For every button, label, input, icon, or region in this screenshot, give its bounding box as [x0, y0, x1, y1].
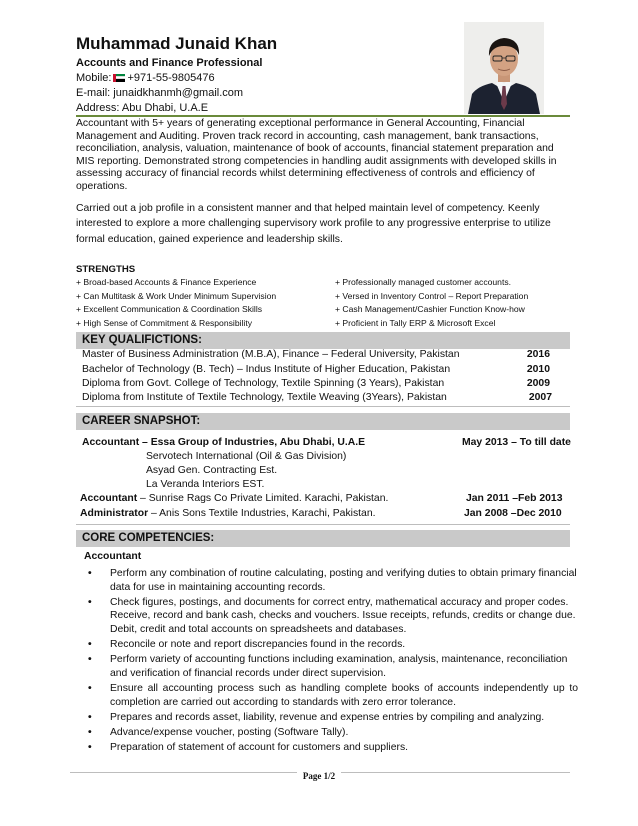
bullet: •	[88, 639, 92, 651]
objective-paragraph: Carried out a job profile in a consistent manner and that helped maintain level of competency. Keenly interested to explore a more challenging supervisory work profile to any progressive enterprise to utilize formal education, gained experience and leadership skills.	[76, 203, 551, 245]
career-heading: CAREER SNAPSHOT:	[76, 413, 570, 430]
uae-flag-icon	[113, 74, 125, 82]
mobile-line	[76, 71, 215, 85]
mobile-number: +971-55-9805476	[127, 72, 215, 84]
qualifications-heading: KEY QUALIFICTIONS:	[76, 332, 570, 349]
list-item	[84, 682, 578, 709]
job-date: May 2013 – To till date	[462, 437, 571, 448]
qualification-item: Master of Business Administration (M.B.A), Finance – Federal University, Pakistan	[82, 349, 460, 360]
list-item	[84, 638, 578, 652]
email-line: E-mail: junaidkhanmh@gmail.com	[76, 87, 244, 99]
job-entry	[80, 507, 376, 521]
duty-text: Check figures, postings, and documents for correct entry, mathematical accuracy and proper codes. Receive, record and bank cash, checks and vouchers. Issue receipts, refunds, credits or change due. Debit, credit and total accounts on spreadsheets and databases.	[110, 596, 576, 635]
job-company: – Sunrise Rags Co Private Limited. Karachi, Pakistan.	[137, 493, 389, 504]
bullet: •	[88, 654, 92, 666]
competency-role: Accountant	[84, 551, 142, 562]
job-division: La Veranda Interiors EST.	[146, 479, 265, 490]
duty-text: Perform any combination of routine calculating, posting and verifying duties to obtain primary financial data for use in maintaining accounting records.	[110, 568, 577, 593]
job-date: Jan 2008 –Dec 2010	[464, 508, 562, 519]
competencies-heading: CORE COMPETENCIES:	[76, 530, 570, 547]
page-number: Page 1/2	[297, 771, 341, 781]
job-division: Asyad Gen. Contracting Est.	[146, 465, 278, 476]
summary-paragraph: Accountant with 5+ years of generating exceptional performance in General Accounting, Financial Management and Auditing. Proven track record in accounting, cash management, bank transactions, reconciliation, analysis, valuation, maintenance of book of accounts, financial statement preparation and MIS reporting. Demonstrated strong competencies in handling audit assignments with developed skills in assessing accuracy of financial records whilst determining effectiveness of controls and efficiency of operations.	[76, 118, 557, 192]
qualification-year: 2009	[526, 378, 550, 389]
qualification-item: Diploma from Institute of Textile Technology, Textile Weaving (3Years), Pakistan	[82, 392, 447, 403]
duty-text: Preparation of statement of account for customers and suppliers.	[110, 742, 409, 754]
address-line: Address: Abu Dhabi, U.A.E	[76, 102, 209, 114]
duties-list	[84, 567, 578, 756]
job-title: Accountant – Essa Group of Industries, Abu Dhabi, U.A.E	[82, 437, 366, 448]
duty-text: Advance/expense voucher, posting (Software Tally).	[110, 727, 349, 739]
strength-item: + Cash Management/Cashier Function Know-how	[335, 304, 525, 315]
bullet: •	[88, 568, 92, 579]
qualification-year: 2007	[528, 392, 552, 403]
bullet: •	[88, 727, 92, 739]
duty-text: Prepares and records asset, liability, revenue and expense entries by compiling and analyzing.	[110, 711, 545, 723]
qualification-item: Bachelor of Technology (B. Tech) – Indus Institute of Higher Education, Pakistan	[82, 364, 451, 375]
strength-item: + High Sense of Commitment & Responsibility	[76, 317, 253, 328]
bullet: •	[88, 711, 92, 723]
strengths-left-list	[76, 276, 326, 330]
strength-item: + Professionally managed customer accounts.	[335, 277, 512, 287]
professional-title: Accounts and Finance Professional	[76, 57, 263, 69]
strength-item: + Proficient in Tally ERP & Microsoft Excel	[335, 317, 496, 328]
list-item	[84, 741, 578, 755]
list-item	[84, 711, 578, 725]
job-division: Servotech International (Oil & Gas Division)	[146, 451, 347, 462]
header-divider	[76, 115, 570, 117]
job-entry	[80, 492, 388, 506]
job-date: Jan 2011 –Feb 2013	[466, 493, 563, 504]
bullet: •	[88, 742, 92, 754]
bullet: •	[88, 596, 92, 608]
list-item	[84, 596, 578, 637]
strengths-heading: STRENGTHS	[76, 264, 136, 275]
job-role: Administrator	[80, 508, 149, 519]
job-company: – Anis Sons Textile Industries, Karachi, Pakistan.	[148, 508, 376, 519]
strengths-right-list	[335, 276, 575, 330]
strength-item: + Broad-based Accounts & Finance Experience	[76, 277, 257, 287]
section-divider	[76, 406, 570, 407]
section-divider	[76, 524, 570, 525]
qualification-year: 2016	[526, 349, 550, 360]
duty-text: Ensure all accounting process such as handling complete books of accounts independently up to completion are carried out according to standards with zero error tolerance.	[110, 683, 578, 708]
footer	[0, 766, 638, 784]
job-role: Accountant	[80, 493, 138, 504]
list-item	[84, 726, 578, 740]
strength-item: + Excellent Communication & Coordination Skills	[76, 304, 263, 315]
qualification-year: 2010	[526, 364, 550, 375]
profile-photo	[464, 22, 544, 114]
strength-item: + Can Multitask & Work Under Minimum Supervision	[76, 290, 277, 301]
mobile-label: Mobile:	[76, 72, 112, 84]
duty-text: Reconcile or note and report discrepancies found in the records.	[110, 639, 406, 651]
duty-text: Perform variety of accounting functions including examination, analysis, maintenance, reconciliation and verification of financial records under direct supervision.	[110, 654, 568, 679]
candidate-name: Muhammad Junaid Khan	[76, 34, 278, 53]
list-item	[84, 653, 578, 680]
strength-item: + Versed in Inventory Control – Report Preparation	[335, 290, 529, 301]
list-item	[84, 567, 578, 594]
qualification-item: Diploma from Govt. College of Technology, Textile Spinning (3 Years), Pakistan	[82, 378, 445, 389]
bullet: •	[88, 683, 92, 695]
